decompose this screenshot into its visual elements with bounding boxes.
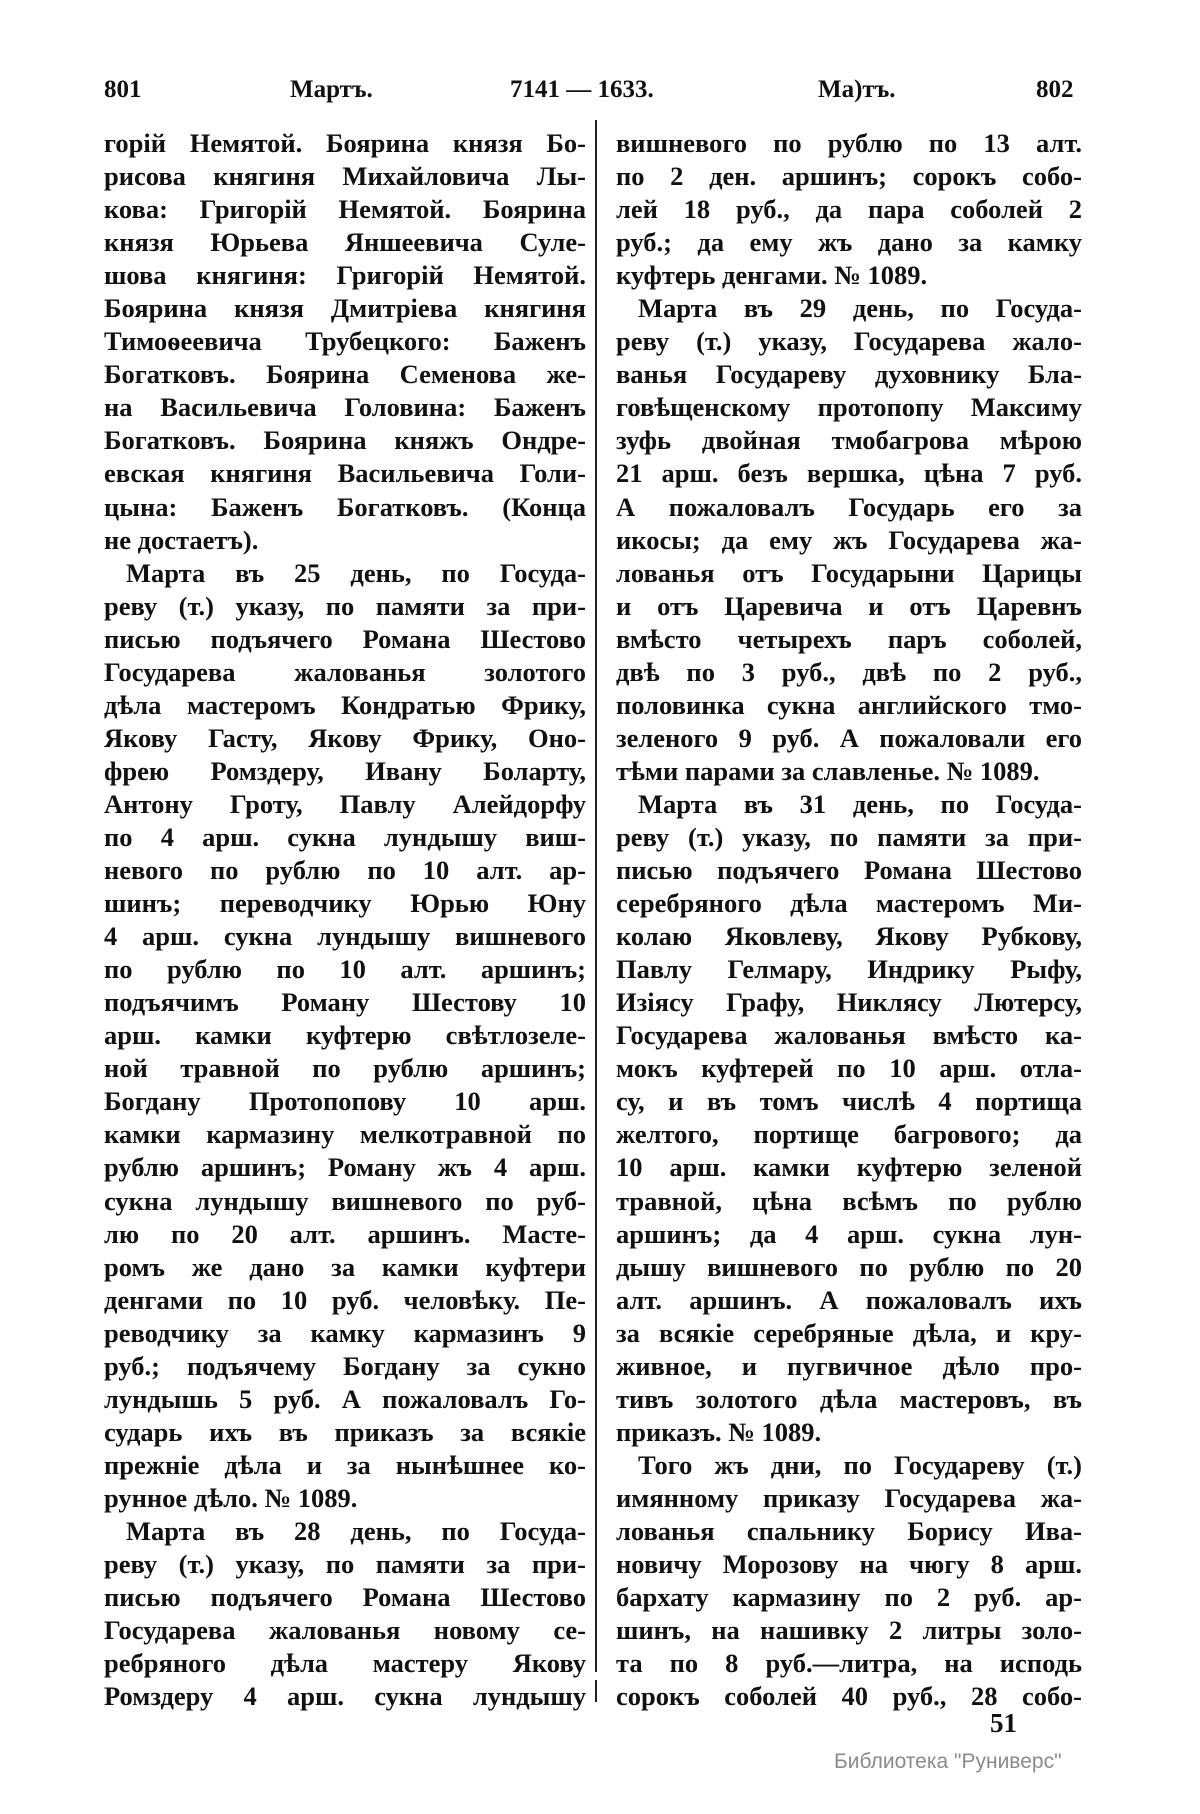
text-line: руб.; подъячему Богдану за сукно bbox=[104, 1350, 586, 1381]
text-line: евская княгиня Васильевича Голи- bbox=[104, 458, 586, 489]
text-line: рублю аршинъ; Роману жъ 4 арш. bbox=[104, 1152, 586, 1183]
text-line: князя Юрьева Яншеевича Суле- bbox=[104, 227, 586, 258]
text-line: Боярина князя Дмитріева княгиня bbox=[104, 293, 586, 324]
text-line: ной травной по рублю аршинъ; bbox=[104, 1053, 586, 1084]
text-line: та по 8 руб.—литра, на исподь bbox=[616, 1648, 1082, 1679]
text-line: бархату кармазину по 2 руб. ар- bbox=[616, 1582, 1082, 1613]
right-column bbox=[616, 127, 1082, 1713]
text-line: аршинъ; да 4 арш. сукна лун- bbox=[616, 1218, 1082, 1249]
text-line: Марта въ 29 день, по Госуда- bbox=[638, 293, 1082, 324]
text-line: кова: Григорій Немятой. Боярина bbox=[104, 194, 586, 225]
text-line: Марта въ 25 день, по Госуда- bbox=[126, 557, 586, 588]
text-line: Государева жалованья вмѣсто ка- bbox=[616, 1020, 1082, 1051]
text-line: вишневого по рублю по 13 алт. bbox=[616, 128, 1082, 158]
text-line: зуфь двойная тмобагрова мѣрою bbox=[616, 425, 1082, 456]
text-line: ребряного дѣла мастеру Якову bbox=[104, 1648, 586, 1679]
text-line: новичу Морозову на чюгу 8 арш. bbox=[616, 1549, 1082, 1580]
text-line: за всякіе серебряные дѣла, и кру- bbox=[616, 1317, 1082, 1348]
text-line: приказъ. № 1089. bbox=[616, 1416, 822, 1447]
text-line: писью подъячего Романа Шестово bbox=[104, 1582, 586, 1613]
text-line: Тимоѳеевича Трубецкого: Баженъ bbox=[104, 326, 586, 357]
text-line: Государева жалованья золотого bbox=[104, 656, 586, 687]
text-line: желтого, портище багрового; да bbox=[616, 1119, 1082, 1150]
right-running-head: Ма)тъ. bbox=[818, 76, 896, 103]
text-line: лундышь 5 руб. А пожаловалъ Го- bbox=[104, 1383, 586, 1414]
text-line: руб.; да ему жъ дано за камку bbox=[616, 227, 1082, 258]
text-line: алт. аршинъ. А пожаловалъ ихъ bbox=[616, 1284, 1082, 1315]
text-line: горій Немятой. Боярина князя Бо- bbox=[104, 128, 586, 158]
text-line: Павлу Гелмару, Индрику Рыфу, bbox=[616, 954, 1082, 985]
text-line: сукна лундышу вишневого по руб- bbox=[104, 1185, 586, 1216]
text-line: су, и въ томъ числѣ 4 портища bbox=[616, 1086, 1082, 1117]
text-line: реву (т.) указу, по памяти за при- bbox=[104, 590, 586, 621]
text-line: по рублю по 10 алт. аршинъ; bbox=[104, 954, 586, 985]
text-line: писью подъячего Романа Шестово bbox=[616, 855, 1082, 886]
text-line: невого по рублю по 10 алт. ар- bbox=[104, 855, 586, 886]
text-line: подъячимъ Роману Шестову 10 bbox=[104, 987, 586, 1018]
text-line: зеленого 9 руб. А пожаловали его bbox=[616, 722, 1082, 753]
text-line: тивъ золотого дѣла мастеровъ, въ bbox=[616, 1383, 1082, 1414]
text-line: сударь ихъ въ приказъ за всякіе bbox=[104, 1416, 586, 1447]
text-line: Марта въ 28 день, по Госуда- bbox=[126, 1515, 586, 1546]
left-page-number: 801 bbox=[104, 76, 142, 103]
text-line: ромъ же дано за камки куфтери bbox=[104, 1251, 586, 1282]
text-line: Изіясу Графу, Никлясу Лютерсу, bbox=[616, 987, 1082, 1018]
text-line: травной, цѣна всѣмъ по рублю bbox=[616, 1185, 1082, 1216]
text-line: сорокъ соболей 40 руб., 28 собо- bbox=[616, 1681, 1082, 1712]
text-line: не достаетъ). bbox=[104, 524, 259, 555]
text-line: вмѣсто четырехъ паръ соболей, bbox=[616, 623, 1082, 654]
text-line: фрею Ромздеру, Ивану Боларту, bbox=[104, 755, 586, 786]
text-line: Богатковъ. Боярина княжъ Ондре- bbox=[104, 425, 586, 456]
text-line: Антону Гроту, Павлу Алейдорфу bbox=[104, 788, 586, 819]
text-line: шова княгиня: Григорій Немятой. bbox=[104, 260, 586, 291]
text-line: Марта въ 31 день, по Госуда- bbox=[638, 788, 1082, 819]
text-line: Якову Гасту, Якову Фрику, Оно- bbox=[104, 722, 586, 753]
text-line: говѣщенскому протопопу Максиму bbox=[616, 392, 1082, 423]
column-divider bbox=[595, 120, 597, 1702]
text-line: 21 арш. безъ вершка, цѣна 7 руб. bbox=[616, 458, 1082, 489]
text-line: ванья Государеву духовнику Бла- bbox=[616, 359, 1082, 390]
text-line: живное, и пугвичное дѣло про- bbox=[616, 1350, 1082, 1381]
signature-number: 51 bbox=[990, 1708, 1017, 1738]
text-line: на Васильевича Головина: Баженъ bbox=[104, 392, 586, 423]
text-line: реву (т.) указу, по памяти за при- bbox=[104, 1549, 586, 1580]
text-line: дѣла мастеромъ Кондратью Фрику, bbox=[104, 689, 586, 720]
text-line: цына: Баженъ Богатковъ. (Конца bbox=[104, 491, 586, 522]
year-heading: 7141 — 1633. bbox=[510, 76, 654, 103]
library-watermark: Библиотека "Руниверс" bbox=[834, 1750, 1062, 1773]
text-line: Богатковъ. Боярина Семенова же- bbox=[104, 359, 586, 390]
text-line: колаю Яковлеву, Якову Рубкову, bbox=[616, 921, 1082, 952]
right-page-number: 802 bbox=[1036, 76, 1074, 103]
text-line: по 4 арш. сукна лундышу виш- bbox=[104, 821, 586, 852]
text-line: икосы; да ему жъ Государева жа- bbox=[616, 524, 1082, 555]
text-line: куфтерь денгами. № 1089. bbox=[616, 260, 928, 291]
text-line: прежніе дѣла и за нынѣшнее ко- bbox=[104, 1449, 586, 1480]
text-line: реву (т.) указу, Государева жало- bbox=[616, 326, 1082, 357]
text-line: денгами по 10 руб. человѣку. Пе- bbox=[104, 1284, 586, 1315]
text-line: лованья отъ Государыни Царицы bbox=[616, 557, 1082, 588]
text-line: половинка сукна английского тмо- bbox=[616, 689, 1082, 720]
text-line: имянному приказу Государева жа- bbox=[616, 1482, 1082, 1513]
text-line: шинъ, на нашивку 2 литры золо- bbox=[616, 1615, 1082, 1646]
text-line: реву (т.) указу, по памяти за при- bbox=[616, 821, 1082, 852]
text-line: Государева жалованья новому се- bbox=[104, 1615, 586, 1646]
text-line: 4 арш. сукна лундышу вишневого bbox=[104, 921, 586, 952]
text-line: арш. камки куфтерю свѣтлозеле- bbox=[104, 1020, 586, 1051]
text-line: Того жъ дни, по Государеву (т.) bbox=[638, 1449, 1082, 1480]
text-line: и отъ Царевича и отъ Царевнъ bbox=[616, 590, 1082, 621]
text-line: рунное дѣло. № 1089. bbox=[104, 1482, 358, 1513]
text-line: лованья спальнику Борису Ива- bbox=[616, 1515, 1082, 1546]
text-line: шинъ; переводчику Юрью Юну bbox=[104, 888, 586, 919]
text-line: лю по 20 алт. аршинъ. Масте- bbox=[104, 1218, 586, 1249]
text-line: дышу вишневого по рублю по 20 bbox=[616, 1251, 1082, 1282]
text-line: рисова княгиня Михайловича Лы- bbox=[104, 161, 586, 192]
text-line: лей 18 руб., да пара соболей 2 bbox=[616, 194, 1082, 225]
text-line: А пожаловалъ Государь его за bbox=[616, 491, 1082, 522]
text-line: 10 арш. камки куфтерю зеленой bbox=[616, 1152, 1082, 1183]
text-line: тѣми парами за славленье. № 1089. bbox=[616, 755, 1040, 786]
left-column bbox=[104, 127, 586, 1713]
text-line: серебряного дѣла мастеромъ Ми- bbox=[616, 888, 1082, 919]
text-line: реводчику за камку кармазинъ 9 bbox=[104, 1317, 586, 1348]
text-line: мокъ куфтерей по 10 арш. отла- bbox=[616, 1053, 1082, 1084]
text-line: писью подъячего Романа Шестово bbox=[104, 623, 586, 654]
text-line: Богдану Протопопову 10 арш. bbox=[104, 1086, 586, 1117]
text-line: Ромздеру 4 арш. сукна лундышу bbox=[104, 1681, 586, 1712]
text-line: камки кармазину мелкотравной по bbox=[104, 1119, 586, 1150]
text-line: по 2 ден. аршинъ; сорокъ собо- bbox=[616, 161, 1082, 192]
text-line: двѣ по 3 руб., двѣ по 2 руб., bbox=[616, 656, 1082, 687]
left-running-head: Мартъ. bbox=[290, 76, 373, 103]
column-divider-gap bbox=[594, 1672, 598, 1680]
